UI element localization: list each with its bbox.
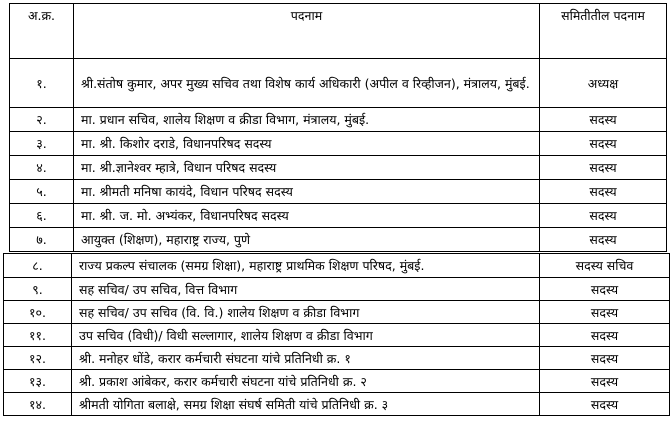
designation: आयुक्त (शिक्षण), महाराष्ट्र राज्य, पुणे [74,228,540,252]
serial-no: १०. [4,301,72,324]
table-row [4,301,670,324]
committee-role: सदस्य [540,301,670,324]
serial-no: ८. [4,254,72,278]
designation: सह सचिव/ उप सचिव (वि. वि.) शालेय शिक्षण व क्रीडा विभाग [72,301,540,324]
serial-no: ३. [10,132,74,156]
table-row [10,132,667,156]
header-designation: पदनाम [74,4,540,59]
designation: श्री. मनोहर धोंडे, करार कर्मचारी संघटना यांचे प्रतिनिधी क्र. १ [72,347,540,370]
designation: उप सचिव (विधी)/ विधी सल्लागार, शालेय शिक्षण व क्रीडा विभाग [72,324,540,347]
table-row [10,108,667,132]
designation: श्री. प्रकाश आंबेकर, करार कर्मचारी संघटना यांचे प्रतिनिधी क्र. २ [72,370,540,393]
table-row [10,204,667,228]
table-row [10,228,667,252]
serial-no: ९. [4,278,72,301]
designation: मा. श्रीमती मनिषा कायंदे, विधान परिषद सदस्य [74,180,540,204]
committee-role: सदस्य [540,108,667,132]
table-row [10,156,667,180]
serial-no: १४. [4,393,72,416]
table-row [4,393,670,416]
serial-no: ५. [10,180,74,204]
header-serial-no: अ.क्र. [10,4,74,59]
serial-no: ६. [10,204,74,228]
designation: सह सचिव/ उप सचिव, वित्त विभाग [72,278,540,301]
committee-role: सदस्य [540,132,667,156]
serial-no: १२. [4,347,72,370]
committee-role: सदस्य [540,278,670,301]
table-row [4,324,670,347]
designation: श्री.संतोष कुमार, अपर मुख्य सचिव तथा विशेष कार्य अधिकारी (अपील व रिव्हीजन), मंत्रालय, मुंबई. [74,59,540,108]
committee-role: सदस्य [540,228,667,252]
committee-role: सदस्य [540,347,670,370]
table-row [4,370,670,393]
table-row [4,278,670,301]
committee-role: सदस्य सचिव [540,254,670,278]
committee-role: सदस्य [540,370,670,393]
serial-no: ४. [10,156,74,180]
committee-role: अध्यक्ष [540,59,667,108]
committee-table-lower [3,253,670,416]
serial-no: १३. [4,370,72,393]
committee-role: सदस्य [540,156,667,180]
designation: श्रीमती योगिता बलाक्षे, समग्र शिक्षा संघर्ष समिती यांचे प्रतिनिधी क्र. ३ [72,393,540,416]
serial-no: ७. [10,228,74,252]
table-row [10,59,667,108]
committee-table-upper [9,3,667,252]
committee-role: सदस्य [540,204,667,228]
designation: राज्य प्रकल्प संचालक (समग्र शिक्षा), महाराष्ट्र प्राथमिक शिक्षण परिषद, मुंबई. [72,254,540,278]
designation: मा. प्रधान सचिव, शालेय शिक्षण व क्रीडा विभाग, मंत्रालय, मुंबई. [74,108,540,132]
committee-role: सदस्य [540,180,667,204]
table-row [10,180,667,204]
designation: मा. श्री.ज्ञानेश्वर म्हात्रे, विधान परिषद सदस्य [74,156,540,180]
serial-no: २. [10,108,74,132]
table-row [4,254,670,278]
table-header-row [10,4,667,59]
serial-no: ११. [4,324,72,347]
header-committee-role: समितीतील पदनाम [540,4,667,59]
designation: मा. श्री. किशोर दराडे, विधानपरिषद सदस्य [74,132,540,156]
serial-no: १. [10,59,74,108]
designation: मा. श्री. ज. मो. अभ्यंकर, विधानपरिषद सदस्य [74,204,540,228]
committee-role: सदस्य [540,324,670,347]
table-row [4,347,670,370]
committee-role: सदस्य [540,393,670,416]
